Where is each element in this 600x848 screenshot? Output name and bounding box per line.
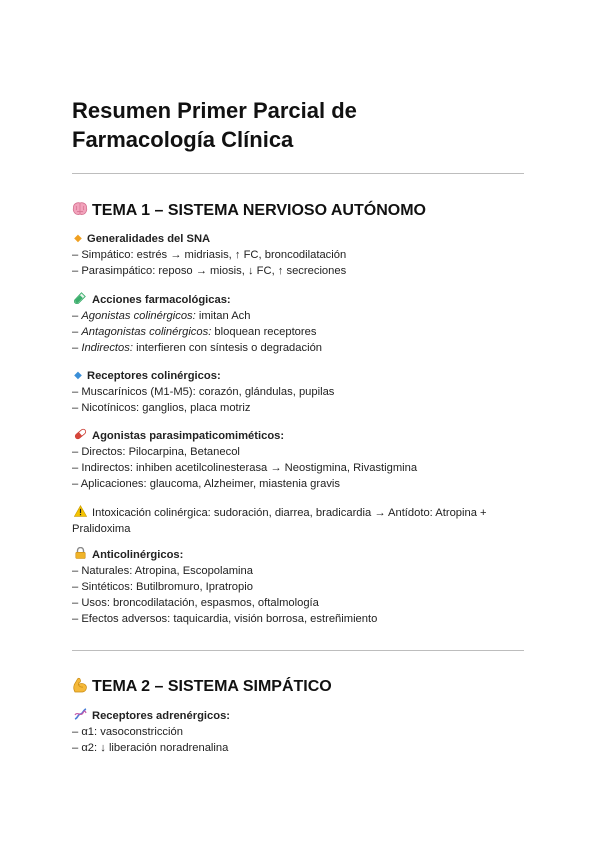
anticolinergicos-block: [72, 547, 524, 627]
page-title-line-1: Resumen Primer Parcial de: [72, 98, 357, 123]
list-item: – Sintéticos: Butilbromuro, Ipratropio: [72, 581, 253, 593]
receptores-colinergicos-heading-text: Receptores colinérgicos:: [87, 370, 221, 382]
flexed-biceps-icon: [72, 676, 88, 696]
receptores-colinergicos-heading: [72, 368, 524, 384]
list-item: [72, 324, 524, 340]
list-item: – α1: vasoconstricción: [72, 726, 183, 738]
list-item: – Naturales: Atropina, Escopolamina: [72, 565, 253, 577]
receptores-adrenergicos-heading: [72, 708, 524, 724]
anticolinergicos-heading: [72, 547, 524, 563]
receptores-colinergicos-block: [72, 368, 524, 416]
generalidades-heading-text: Generalidades del SNA: [87, 233, 211, 245]
list-item: – Efectos adversos: taquicardia, visión borrosa, estreñimiento: [72, 613, 378, 625]
divider: [72, 650, 524, 651]
blue-diamond-icon: ◆: [74, 370, 82, 381]
lock-icon: [72, 547, 88, 563]
list-item: [72, 340, 524, 356]
pill-icon: [72, 428, 88, 444]
list-text: imitan Ach: [195, 310, 251, 322]
list-item: [72, 308, 524, 324]
section-title-tema-1-text: TEMA 1 – SISTEMA NERVIOSO AUTÓNOMO: [92, 202, 426, 219]
generalidades-heading: [72, 231, 524, 247]
list-text: interfieren con síntesis o degradación: [132, 342, 323, 354]
intoxicacion-note: [72, 505, 524, 537]
dna-icon: [72, 708, 88, 724]
list-item: – Directos: Pilocarpina, Betanecol: [72, 446, 240, 458]
receptores-adrenergicos-block: [72, 708, 524, 756]
warning-icon: [72, 505, 88, 521]
acciones-heading-text: Acciones farmacológicas:: [92, 294, 231, 306]
list-item: – Nicotínicos: ganglios, placa motriz: [72, 402, 251, 414]
list-dash: –: [72, 342, 82, 354]
list-term: Antagonistas colinérgicos:: [81, 326, 212, 338]
intoxicacion-block: [72, 505, 524, 537]
page-title-line-2: Farmacología Clínica: [72, 127, 294, 152]
list-term: Agonistas colinérgicos:: [81, 310, 196, 322]
test-tube-icon: [72, 292, 88, 308]
section-title-tema-2: [72, 676, 524, 697]
orange-diamond-icon: ◆: [74, 233, 82, 244]
generalidades-block: [72, 231, 524, 279]
agonistas-block: [72, 428, 524, 492]
list-dash: –: [72, 326, 82, 338]
divider: [72, 173, 524, 174]
anticolinergicos-heading-text: Anticolinérgicos:: [92, 549, 184, 561]
acciones-heading: [72, 292, 524, 308]
receptores-adrenergicos-heading-text: Receptores adrenérgicos:: [92, 710, 231, 722]
list-item: – Simpático: estrés → midriasis, ↑ FC, broncodilatación: [72, 249, 347, 261]
intoxicacion-text: Intoxicación colinérgica: sudoración, diarrea, bradicardia → Antídoto: Atropina + Pralidoxima: [72, 507, 487, 535]
list-item: – α2: ↓ liberación noradrenalina: [72, 742, 229, 754]
list-item: – Indirectos: inhiben acetilcolinesterasa → Neostigmina, Rivastigmina: [72, 462, 418, 474]
list-text: bloquean receptores: [211, 326, 317, 338]
section-title-tema-2-text: TEMA 2 – SISTEMA SIMPÁTICO: [92, 678, 332, 695]
brain-icon: [72, 200, 88, 220]
list-item: – Usos: broncodilatación, espasmos, oftalmología: [72, 597, 319, 609]
list-item: – Muscarínicos (M1-M5): corazón, glándulas, pupilas: [72, 386, 335, 398]
list-item: – Parasimpático: reposo → miosis, ↓ FC, ↑ secreciones: [72, 265, 347, 277]
agonistas-heading-text: Agonistas parasimpaticomiméticos:: [92, 430, 285, 442]
section-title-tema-1: [72, 200, 524, 221]
agonistas-heading: [72, 428, 524, 444]
page-title: [72, 96, 524, 154]
list-term: Indirectos:: [81, 342, 133, 354]
acciones-block: [72, 292, 524, 356]
list-dash: –: [72, 310, 82, 322]
list-item: – Aplicaciones: glaucoma, Alzheimer, miastenia gravis: [72, 478, 341, 490]
